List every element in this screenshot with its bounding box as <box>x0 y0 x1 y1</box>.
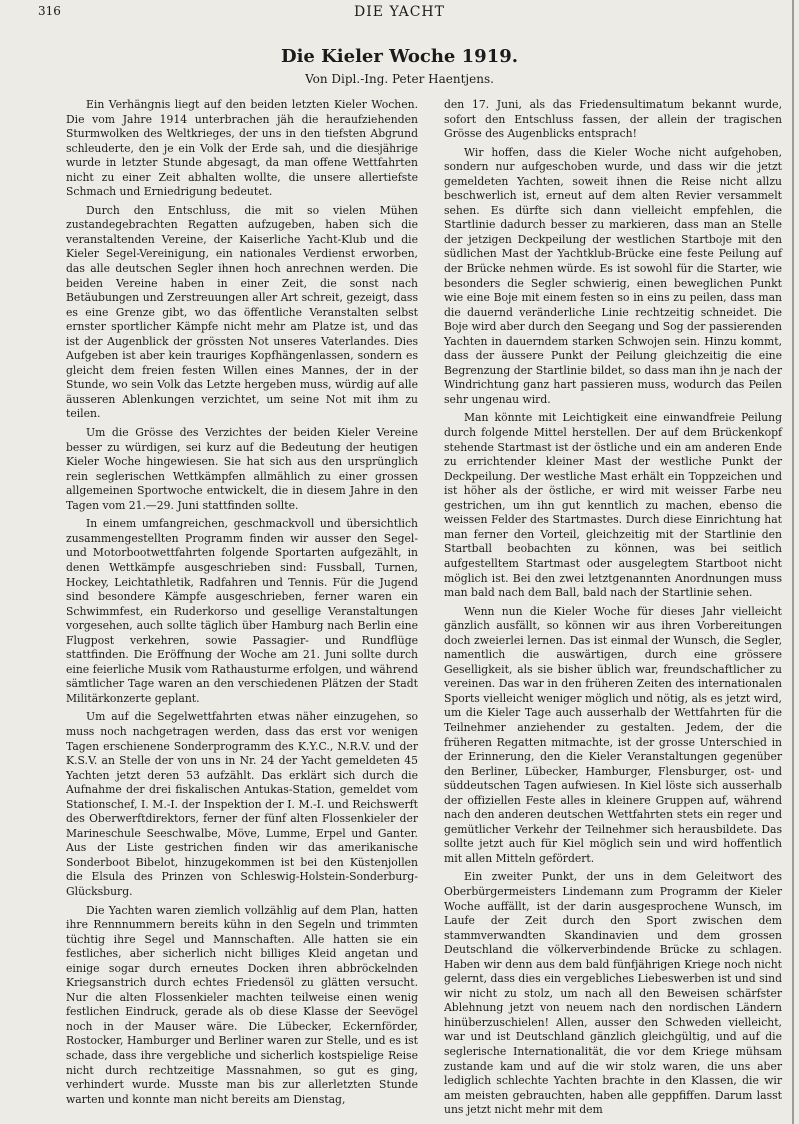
paragraph: Ein zweiter Punkt, der uns in dem Geleitwort des Oberbürgermeisters Lindemann zum Programm der Kieler Woche auffällt, ist der darin ausgesprochene Wunsch, im Laufe der Zeit durch den Sport zwischen dem stammverwandten Skandinavien und dem grossen Deutschland die völkerverbindende Brücke zu schlagen. Haben wir denn aus dem bald fünfjährigen Kriege noch nicht gelernt, dass dies ein vergebliches Liebeswerben ist und sind wir nicht zu stolz, um nach all den Beweisen schärfster Ablehnung jetzt von neuem nach den nordischen Ländern hinüberzuschielen! Allen, ausser den Schweden vielleicht, war und ist Deutschland gänzlich gleichgültig, und auf die seglerische Internationalität, die vor dem Kriege mühsam zustande kam und auf die wir stolz waren, die uns aber lediglich schlechte Yachten brachte in den Klassen, die wir am meisten gebrauchten, haben alle geppfiffen. Darum lasst uns jetzt nicht mehr mit dem <box>444 870 782 1117</box>
paragraph: Die Yachten waren ziemlich vollzählig auf dem Plan, hatten ihre Rennnummern bereits kühn in den Segeln und trimmten tüchtig ihre Segel und Mannschaften. Alle hatten sie ein festliches, aber sicherlich nicht billiges Kleid angetan und einige sogar durch erneutes Docken ihren abbröckelnden Kriegsanstrich durch echtes Friedensöl zu glätten versucht. Nur die alten Flossenkieler machten teilweise einen wenig festlichen Eindruck, gerade als ob diese Klasse der Seevögel noch in der Mauser wäre. Die Lübecker, Eckernförder, Rostocker, Hamburger und Berliner waren zur Stelle, und es ist schade, dass ihre vergebliche und sicherlich kostspielige Reise nicht durch rechtzeitige Massnahmen, so gut es ging, verhindert wurde. Musste man bis zur allerletzten Stunde warten und konnte man nicht bereits am Dienstag, <box>66 903 418 1106</box>
paragraph-continued: den 17. Juni, als das Friedensultimatum bekannt wurde, sofort den Entschluss fassen, der allein der tragischen Grösse des Augenblicks entsprach! <box>444 98 782 141</box>
paragraph: Um die Grösse des Verzichtes der beiden Kieler Vereine besser zu würdigen, sei kurz auf die Bedeutung der heutigen Kieler Woche hingewiesen. Sie hat sich aus den ursprünglich rein seglerischen Wettkämpfen allmählich zu einer grossen allgemeinen Sportwoche entwickelt, die in diesem Jahre in den Tagen vom 21.—29. Juni stattfinden sollte. <box>66 426 418 512</box>
page-number: 316 <box>38 4 61 18</box>
paragraph: Ein Verhängnis liegt auf den beiden letzten Kieler Wochen. Die vom Jahre 1914 unterbrachen jäh die heraufziehenden Sturmwolken des Weltkrieges, der uns in den tiefsten Abgrund schleuderte, den je ein Volk der Erde sah, und die diesjährige wurde in letzter Stunde abgesagt, da man offene Wettfahrten nicht zu einer Zeit abhalten wollte, die unsere allertiefste Schmach und Erniedrigung bedeutet. <box>66 98 418 199</box>
page-edge-line <box>792 0 794 1124</box>
paragraph: Wenn nun die Kieler Woche für dieses Jahr vielleicht gänzlich ausfällt, so können wir aus ihren Vorbereitungen doch zweierlei lernen. Das ist einmal der Wunsch, die Segler, namentlich die auswärtigen, durch eine grössere Geselligkeit, als sie bisher üblich war, freundschaftlicher zu vereinen. Das war in den früheren Zeiten des internationalen Sports vielleicht weniger möglich und nötig, als es jetzt wird, um die Kieler Tage auch ausserhalb der Wettfahrten für die Teilnehmer anziehender zu gestalten. Jedem, der die früheren Regatten mitmachte, ist der grosse Unterschied in der Erinnerung, den die Kieler Veranstaltungen gegenüber den Berliner, Lübecker, Hamburger, Flensburger, ost- und süddeutschen Tagen aufwiesen. In Kiel löste sich ausserhalb der offiziellen Feste alles in kleinere Gruppen auf, während nach den anderen deutschen Wettfahrten stets ein reger und gemütlicher Verkehr der Teilnehmer sich herausbildete. Das sollte jetzt auch für Kiel möglich sein und wird hoffentlich mit allen Mitteln gefördert. <box>444 604 782 865</box>
paragraph: Wir hoffen, dass die Kieler Woche nicht aufgehoben, sondern nur aufgeschoben wurde, und dass wir die jetzt gemeldeten Yachten, soweit ihnen die Reise nicht allzu beschwerlich ist, erneut auf dem alten Revier versammelt sehen. Es dürfte sich dann vielleicht empfehlen, die Startlinie dadurch besser zu markieren, dass man an Stelle der jetzigen Deckpeilung der westlichen Startboje mit den südlichen Mast der Yachtklub-Brücke eine feste Peilung auf der Brücke nehmen würde. Es ist sowohl für die Starter, wie besonders die Segler schwierig, einen beweglichen Punkt wie eine Boje mit einem festen so in eins zu peilen, dass man die dauernd veränderliche Linie rechtzeitig schneidet. Die Boje wird aber durch den Seegang und Sog der passierenden Yachten in dauerndem starken Schwojen sein. Hinzu kommt, dass der äussere Punkt der Peilung gleichzeitig die eine Begrenzung der Startlinie bildet, so dass man ihn je nach der Windrichtung ganz hart passieren muss, wodurch das Peilen sehr ungenau wird. <box>444 145 782 406</box>
paragraph: Um auf die Segelwettfahrten etwas näher einzugehen, so muss noch nachgetragen werden, dass das erst vor wenigen Tagen erschienene Sonderprogramm des K.Y.C., N.R.V. und der K.S.V. an Stelle der von uns in Nr. 24 der Yacht gemeldeten 45 Yachten jetzt deren 53 aufzählt. Das erklärt sich durch die Aufnahme der drei fiskalischen Antukas-Station, gemeldet vom Stationschef, I. M.-I. der Inspektion der I. M.-I. und Reichswerft des Oberwerftdirektors, ferner der fünf alten Flossenkieler der Marineschule Seeschwalbe, Möve, Lumme, Erpel und Ganter. Aus der Liste gestrichen finden wir das amerikanische Sonderboot Bibelot, hinzugekommen ist bei den Küstenjollen die Elsula des Prinzen von Schleswig-Holstein-Sonderburg-Glücksburg. <box>66 710 418 898</box>
right-column <box>444 98 782 1117</box>
running-head: DIE YACHT <box>354 4 445 20</box>
left-column <box>66 98 418 1106</box>
paragraph: In einem umfangreichen, geschmackvoll und übersichtlich zusammengestellten Programm finden wir ausser den Segel- und Motorbootwettfahrten folgende Sportarten aufgezählt, in denen Wettkämpfe ausgeschrieben sind: Fussball, Turnen, Hockey, Leichtathletik, Radfahren und Tennis. Für die Jugend sind besondere Kämpfe ausgeschrieben, ferner waren ein Schwimmfest, ein Ruderkorso und gesellige Veranstaltungen vorgesehen, auch sollte täglich über Hamburg nach Berlin eine Flugpost verkehren, sowie Passagier- und Rundflüge stattfinden. Die Eröffnung der Woche am 21. Juni sollte durch eine feierliche Musik vom Rathausturme erfolgen, und während sämtlicher Tage waren an den verschiedenen Plätzen der Stadt Militärkonzerte geplant. <box>66 517 418 705</box>
article-title: Die Kieler Woche 1919. <box>280 46 519 67</box>
article-byline: Von Dipl.-Ing. Peter Haentjens. <box>305 72 494 86</box>
paragraph: Man könnte mit Leichtigkeit eine einwandfreie Peilung durch folgende Mittel herstellen. Der auf dem Brückenkopf stehende Startmast ist der östliche und ein am anderen Ende zu errichtender kleiner Mast der westliche Punkt der Deckpeilung. Der westliche Mast erhält ein Toppzeichen und ist höher als der östliche, er wird mit weisser Farbe neu gestrichen, um ihn gut kenntlich zu machen, ebenso die weissen Felder des Startmastes. Durch diese Einrichtung hat man ferner den Vorteil, gleichzeitig mit der Startlinie den Startball beobachten zu können, was bei seitlich aufgestelltem Startmast oder ausgelegtem Startboot nicht möglich ist. Bei den zwei letztgenannten Anordnungen muss man bald nach dem Ball, bald nach der Startlinie sehen. <box>444 411 782 600</box>
paragraph: Durch den Entschluss, die mit so vielen Mühen zustandegebrachten Regatten aufzugeben, haben sich die veranstaltenden Vereine, der Kaiserliche Yacht-Klub und die Kieler Segel-Vereinigung, ein nationales Verdienst erworben, das alle deutschen Segler ihnen hoch anrechnen werden. Die beiden Vereine haben in einer Zeit, die sonst nach Betäubungen und Zerstreuungen aller Art schreit, gezeigt, dass es eine Grenze gibt, wo das öffentliche Veranstalten selbst ernster sportlicher Kämpfe nicht mehr am Platze ist, und das ist der Augenblick der grössten Not unseres Vaterlandes. Dies Aufgeben ist aber kein trauriges Kopfhängenlassen, sondern es gleicht dem freien festen Willen eines Mannes, der in der Stunde, wo sein Volk das Letzte hergeben muss, würdig auf alle äusseren Ablenkungen verzichtet, um seine Not mit ihm zu teilen. <box>66 203 418 421</box>
